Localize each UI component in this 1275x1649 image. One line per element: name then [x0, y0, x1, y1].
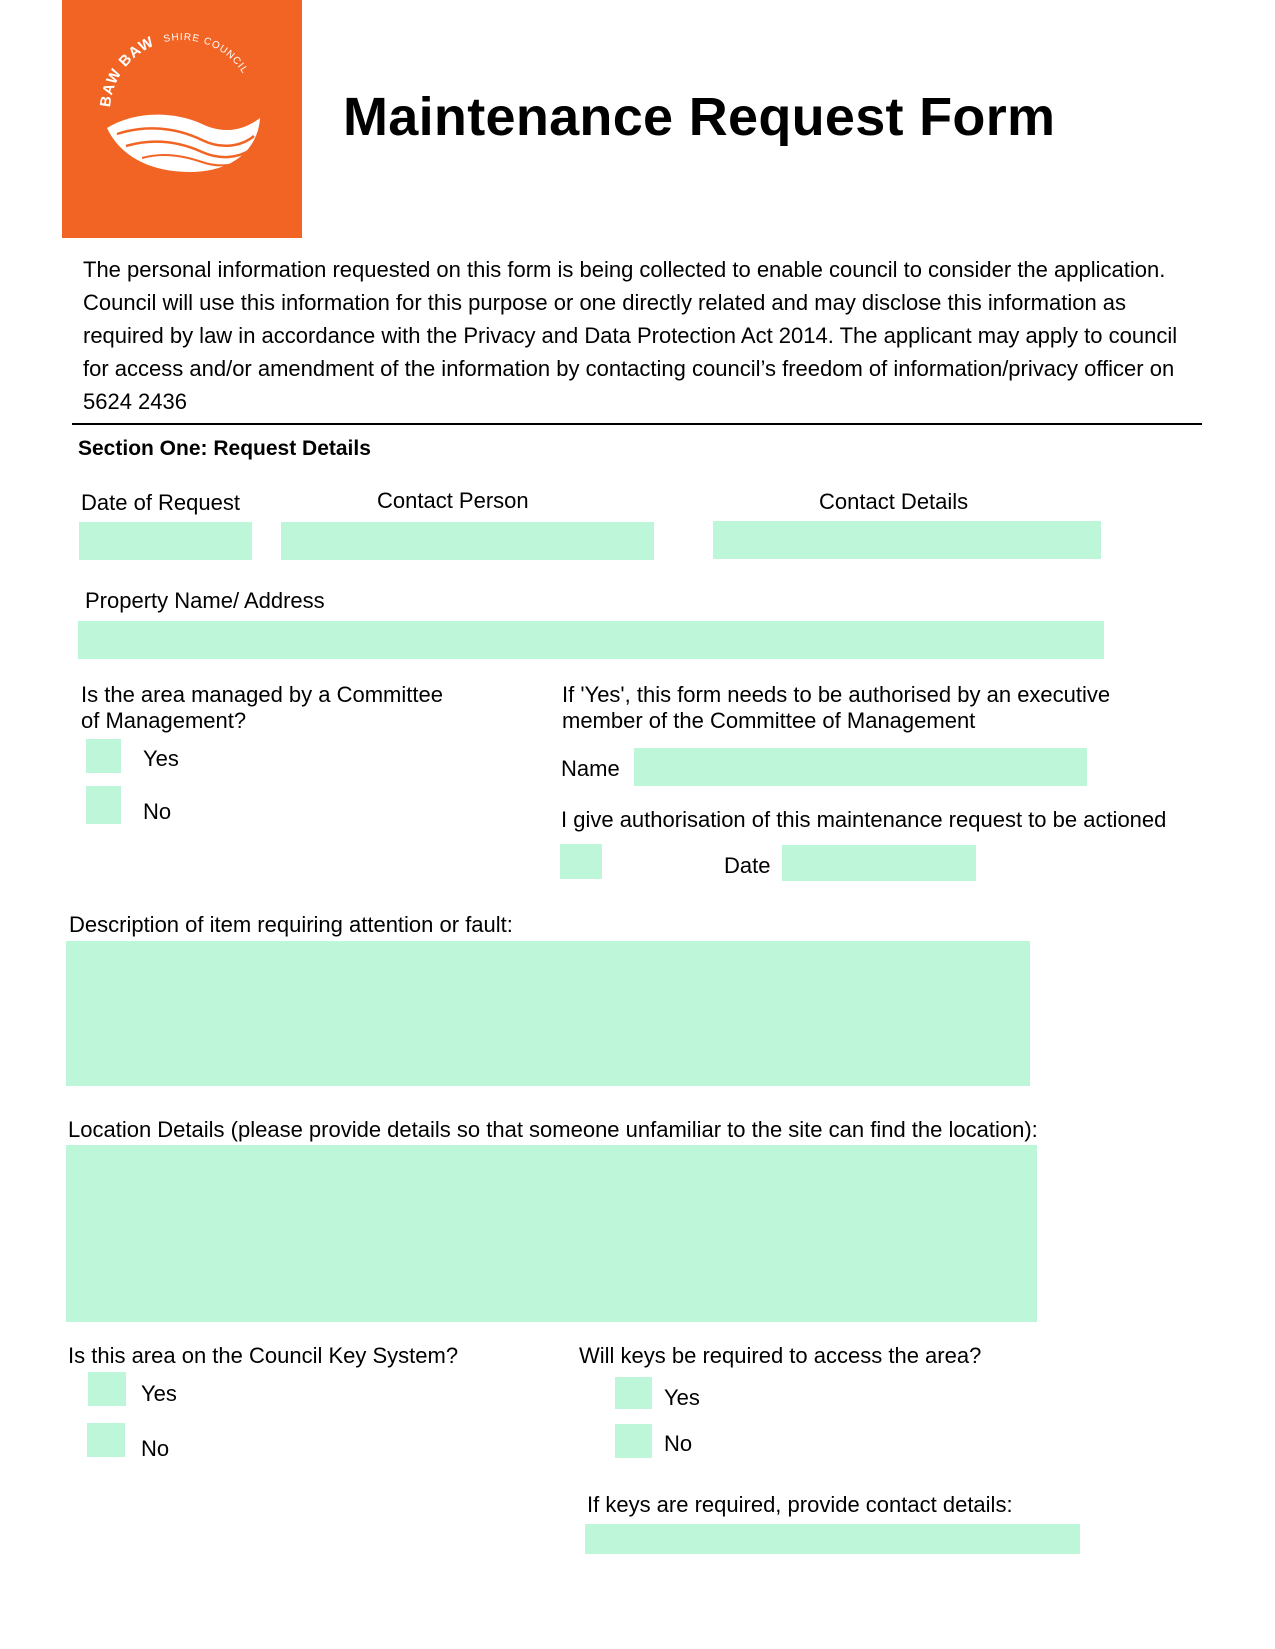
key-system-no-label: No: [141, 1436, 170, 1461]
contact-details-label: Contact Details: [819, 489, 969, 514]
keys-required-question: Will keys be required to access the area?: [579, 1343, 982, 1368]
key-system-question: Is this area on the Council Key System?: [68, 1343, 459, 1368]
committee-no-checkbox[interactable]: [86, 786, 121, 824]
authorise-note: If 'Yes', this form needs to be authorised by an executive member of the Committee of Management: [562, 682, 1111, 733]
page-title: Maintenance Request Form: [343, 87, 1056, 147]
committee-yes-label: Yes: [143, 746, 179, 771]
contact-person-label: Contact Person: [377, 488, 529, 513]
baw-baw-logo-icon: [62, 0, 302, 238]
auth-name-input[interactable]: [634, 748, 1087, 786]
key-system-no-checkbox[interactable]: [87, 1423, 125, 1457]
keys-required-no-checkbox[interactable]: [615, 1424, 652, 1458]
keys-required-no-label: No: [664, 1431, 693, 1456]
committee-no-label: No: [143, 799, 172, 824]
keys-contact-input[interactable]: [585, 1524, 1080, 1554]
property-address-label: Property Name/ Address: [85, 588, 325, 613]
keys-required-yes-checkbox[interactable]: [615, 1377, 652, 1409]
keys-required-yes-label: Yes: [664, 1385, 700, 1410]
auth-date-input[interactable]: [782, 845, 976, 881]
auth-name-label: Name: [561, 756, 620, 781]
key-system-yes-checkbox[interactable]: [88, 1372, 126, 1406]
svg-text:BAW BAW SHIRE COUNCIL: BAW BAW SHIRE COUNCIL: [97, 31, 251, 109]
date-of-request-label: Date of Request: [81, 490, 240, 515]
location-textarea[interactable]: [66, 1145, 1037, 1322]
date-of-request-input[interactable]: [79, 522, 252, 560]
key-system-yes-label: Yes: [141, 1381, 177, 1406]
committee-yes-checkbox[interactable]: [86, 739, 121, 773]
committee-question: Is the area managed by a Committee of Management?: [81, 682, 443, 733]
contact-details-input[interactable]: [713, 521, 1101, 559]
property-address-input[interactable]: [78, 621, 1104, 659]
divider: [72, 423, 1202, 425]
section-heading: Section One: Request Details: [78, 437, 371, 460]
privacy-notice: The personal information requested on this form is being collected to enable council to consider the application. Council will use this information for this purpose or one directly related and may disclose this information as required by law in accordance with the Privacy and Data Protection Act 2014. The applicant may apply to council for access and/or amendment of the information by contacting council’s freedom of information/privacy officer on 5624 2436: [83, 257, 1178, 414]
description-textarea[interactable]: [66, 941, 1030, 1086]
keys-contact-label: If keys are required, provide contact details:: [587, 1492, 1013, 1517]
description-label: Description of item requiring attention or fault:: [69, 912, 513, 937]
auth-date-label: Date: [724, 853, 771, 878]
authorisation-checkbox[interactable]: [560, 844, 602, 879]
location-label: Location Details (please provide details so that someone unfamiliar to the site can find the location):: [68, 1117, 1038, 1142]
contact-person-input[interactable]: [281, 522, 654, 560]
authorisation-statement: I give authorisation of this maintenance request to be actioned: [561, 807, 1167, 832]
council-logo: [62, 0, 302, 238]
